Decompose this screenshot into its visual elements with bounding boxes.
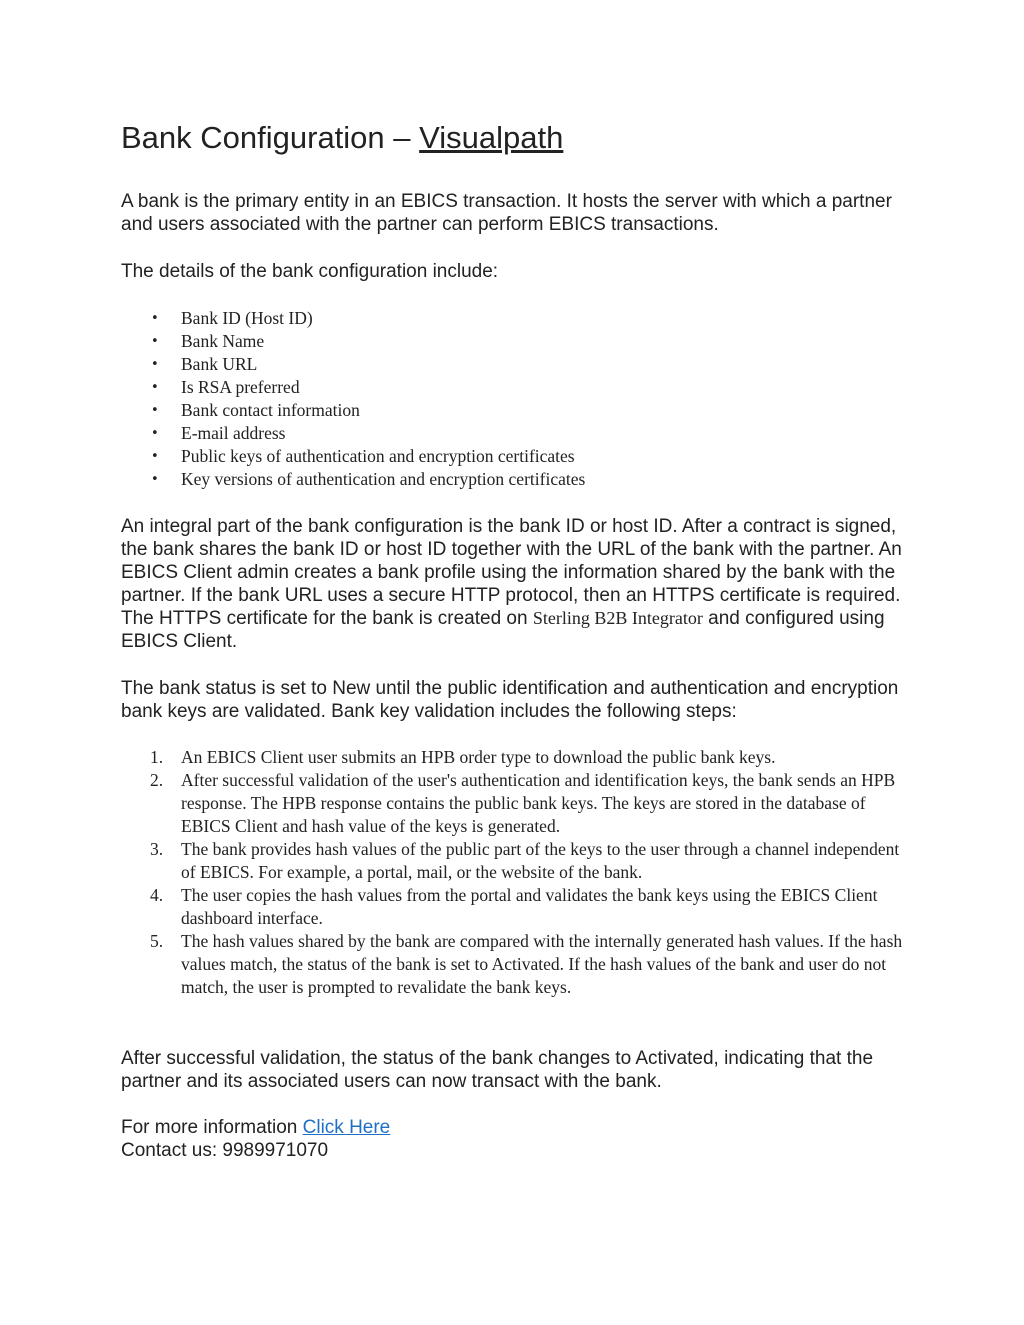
- step-text: An EBICS Client user submits an HPB order type to download the public bank keys.: [181, 747, 776, 767]
- list-item-text: Bank URL: [181, 354, 258, 374]
- list-item: [121, 930, 911, 999]
- bullet-icon: •: [151, 334, 159, 349]
- step-number: 1.: [150, 747, 164, 767]
- validation-steps-list: [121, 746, 911, 999]
- click-here-link[interactable]: Click Here: [302, 1117, 391, 1138]
- list-item: [121, 884, 911, 930]
- list-item-text: Key versions of authentication and encryption certificates: [181, 469, 586, 489]
- page-title: [121, 118, 563, 158]
- list-item: [121, 445, 585, 468]
- list-item-text: Public keys of authentication and encryption certificates: [181, 446, 575, 466]
- step-text: After successful validation of the user's authentication and identification keys, the bank sends an HPB response. The HPB response contains the public bank keys. The keys are stored in the database of EBICS Client and hash value of the keys is generated.: [181, 770, 896, 836]
- details-heading: The details of the bank configuration include:: [121, 261, 499, 282]
- more-info-label: For more information: [121, 1117, 303, 1138]
- list-item: [121, 422, 585, 445]
- step-number: 5.: [150, 931, 164, 951]
- step-number: 4.: [150, 885, 164, 905]
- list-item-text: Bank contact information: [181, 400, 360, 420]
- product-name: Sterling B2B Integrator: [532, 608, 703, 628]
- integral-text-before: An integral part of the bank configuration is the bank ID or host ID. After a contract is signed, the bank shares the bank ID or host ID together with the URL of the bank with the partner. An EBICS Client admin creates a bank profile using the information shared by the bank with the partner. If the bank URL uses a secure HTTP protocol, then an HTTPS certificate is required. The HTTPS certificate for the bank is created on: [121, 516, 902, 629]
- page-title-prefix: Bank Configuration –: [121, 120, 420, 155]
- integral-paragraph: [121, 515, 911, 653]
- list-item-text: Bank Name: [181, 331, 265, 351]
- step-number: 3.: [150, 839, 164, 859]
- after-validation-paragraph: After successful validation, the status of the bank changes to Activated, indicating that the partner and its associated users can now transact with the bank.: [121, 1048, 874, 1092]
- bullet-icon: •: [151, 311, 159, 326]
- list-item: [121, 399, 585, 422]
- list-item: [121, 307, 585, 330]
- integral-text-after: and configured using EBICS Client.: [121, 608, 885, 652]
- step-number: 2.: [150, 770, 164, 790]
- step-text: The user copies the hash values from the portal and validates the bank keys using the EBICS Client dashboard interface.: [181, 885, 878, 928]
- bullet-icon: •: [151, 380, 159, 395]
- bullet-icon: •: [151, 472, 159, 487]
- more-info-line: [121, 1116, 911, 1139]
- bullet-icon: •: [151, 403, 159, 418]
- list-item: [121, 353, 585, 376]
- bullet-icon: •: [151, 449, 159, 464]
- list-item-text: Bank ID (Host ID): [181, 308, 313, 328]
- step-text: The hash values shared by the bank are compared with the internally generated hash values. If the hash values match, the status of the bank is set to Activated. If the hash values of the bank and user do not match, the user is prompted to revalidate the bank keys.: [181, 931, 903, 997]
- visualpath-link[interactable]: Visualpath: [419, 120, 564, 155]
- list-item: [121, 838, 911, 884]
- list-item-text: Is RSA preferred: [181, 377, 300, 397]
- bullet-icon: •: [151, 426, 159, 441]
- list-item: [121, 746, 911, 769]
- list-item: [121, 769, 911, 838]
- step-text: The bank provides hash values of the public part of the keys to the user through a channel independent of EBICS. For example, a portal, mail, or the website of the bank.: [181, 839, 900, 882]
- list-item: [121, 330, 585, 353]
- intro-paragraph: A bank is the primary entity in an EBICS transaction. It hosts the server with which a partner and users associated with the partner can perform EBICS transactions.: [121, 191, 892, 235]
- bullet-icon: •: [151, 357, 159, 372]
- list-item: [121, 376, 585, 399]
- list-item-text: E-mail address: [181, 423, 286, 443]
- contact-line: Contact us: 9989971070: [121, 1140, 329, 1161]
- details-list: [121, 307, 585, 491]
- list-item: [121, 468, 585, 491]
- status-paragraph: The bank status is set to New until the public identification and authentication and encryption bank keys are validated. Bank key validation includes the following steps:: [121, 678, 899, 722]
